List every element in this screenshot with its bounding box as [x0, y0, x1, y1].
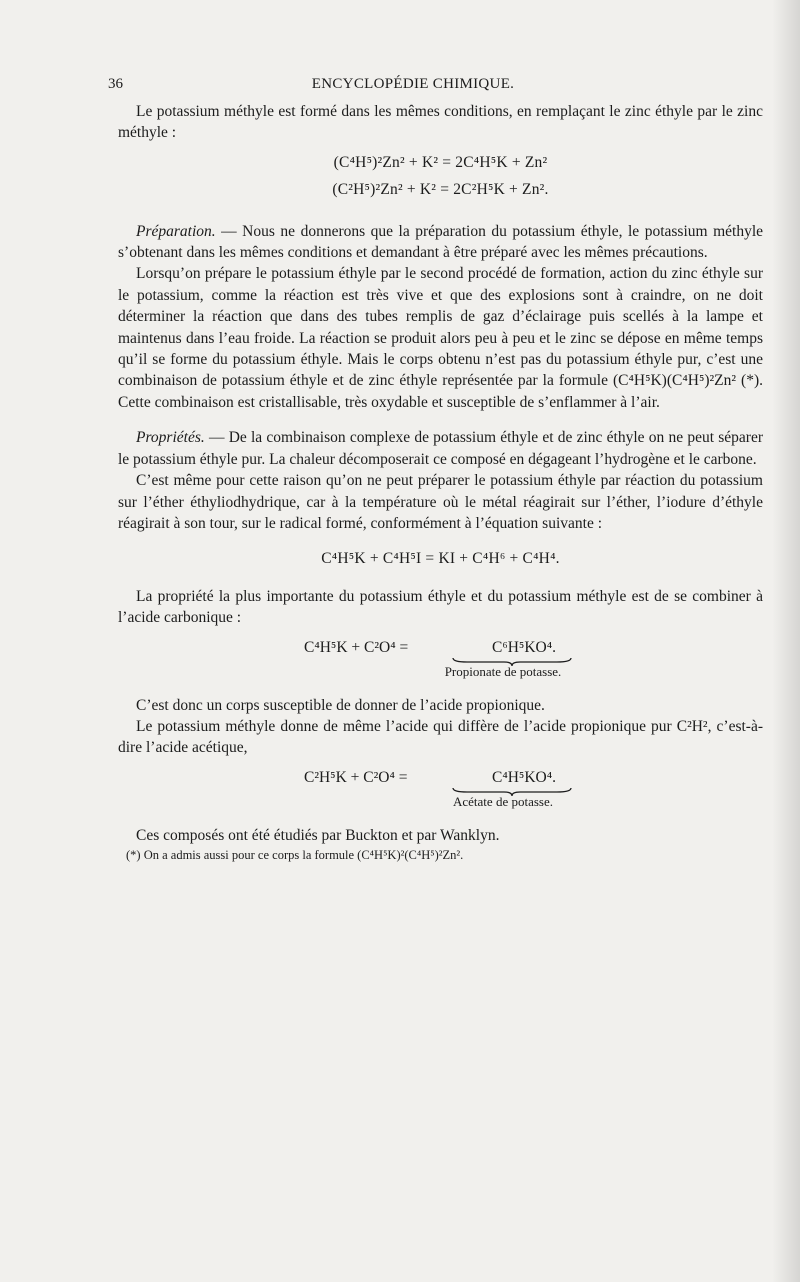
paragraph-procedure: Lorsqu’on prépare le potassium éthyle par le second procédé de formation, action du zinc éthyle sur le potassium, comme la réaction est très vive et que des explosions sont à craindre, on ne doit déterminer la réaction que dans des tubes remplis de gaz d’éclairage puis scellés à la lampe et maintenus dans l’eau froide. La réaction se produit alors peu à peu et le zinc se dépose en même temps qu’il se forme du potassium éthyle. Mais le corps obtenu n’est pas du potassium éthyle pur, c’est une combinaison de potassium éthyle et de zinc éthyle représentée par la formule (C⁴H⁵K)(C⁴H⁵)²Zn² (*). Cette combinaison est cristallisable, très oxydable et susceptible de s’enflammer à l’air.	[118, 265, 763, 411]
reaction-acetate	[118, 767, 763, 813]
section-label-preparation: Préparation.	[136, 222, 216, 240]
reaction-2-caption: Acétate de potasse.	[453, 793, 553, 809]
page-edge-shadow	[772, 0, 800, 1282]
reaction-1-rhs: C⁶H⁵KO⁴.	[492, 638, 557, 656]
reaction-2-rhs: C⁴H⁵KO⁴.	[492, 768, 557, 786]
running-title: ENCYCLOPÉDIE CHIMIQUE.	[311, 76, 515, 92]
properties-text: — De la combinaison complexe de potassium éthyle et de zinc éthyle on ne peut séparer le potassium éthyle pur. La chaleur décomposerait ce composé en dégageant l’hydrogène et le carbone.	[118, 429, 763, 468]
paragraph-properties	[118, 427, 763, 470]
reaction-2-lhs: C²H⁵K + C²O⁴ =	[304, 768, 408, 786]
equation-2: (C²H⁵)²Zn² + K² = 2C²H⁵K + Zn².	[332, 181, 549, 199]
paragraph-authors: Ces composés ont été étudiés par Buckton et par Wanklyn.	[136, 826, 500, 844]
footnote: (*) On a admis aussi pour ce corps la formule (C⁴H⁵K)²(C⁴H⁵)²Zn².	[126, 848, 464, 863]
paragraph-methyl: Le potassium méthyle donne de même l’acide qui diffère de l’acide propionique pur C²H², c’est-à-dire l’acide acétique,	[118, 717, 763, 757]
paragraph-reason: C’est même pour cette raison qu’on ne peut préparer le potassium éthyle par réaction du potassium sur l’éther éthyliodhydrique, car à la température où le métal réagirait sur l’éther, l’iodure d’éthyle réagirait à son tour, sur le radical formé, conformément à l’équation suivante :	[118, 472, 763, 532]
page-header	[108, 76, 718, 100]
reaction-1-lhs: C⁴H⁵K + C²O⁴ =	[304, 638, 409, 656]
page-body	[118, 101, 763, 864]
equation-3: C⁴H⁵K + C⁴H⁵I = KI + C⁴H⁶ + C⁴H⁴.	[321, 550, 560, 568]
reaction-propionate	[118, 637, 763, 683]
paragraph-preparation	[118, 221, 763, 264]
paragraph-carbonic: La propriété la plus importante du potassium éthyle et du potassium méthyle est de se combiner à l’acide carbonique :	[118, 587, 763, 627]
page-number: 36	[108, 76, 123, 92]
preparation-text: — Nous ne donnerons que la préparation du potassium éthyle, le potassium méthyle s’obtenant dans les mêmes conditions et demandant à être préparé avec les mêmes précautions.	[118, 222, 763, 262]
reaction-1-caption: Propionate de potasse.	[444, 663, 562, 679]
paragraph-conclusion: C’est donc un corps susceptible de donner de l’acide propionique.	[136, 696, 545, 714]
paragraph-intro: Le potassium méthyle est formé dans les mêmes conditions, en remplaçant le zinc éthyle par le zinc méthyle :	[118, 103, 763, 142]
equation-1: (C⁴H⁵)²Zn² + K² = 2C⁴H⁵K + Zn²	[333, 153, 548, 171]
section-label-properties: Propriétés.	[136, 429, 205, 447]
